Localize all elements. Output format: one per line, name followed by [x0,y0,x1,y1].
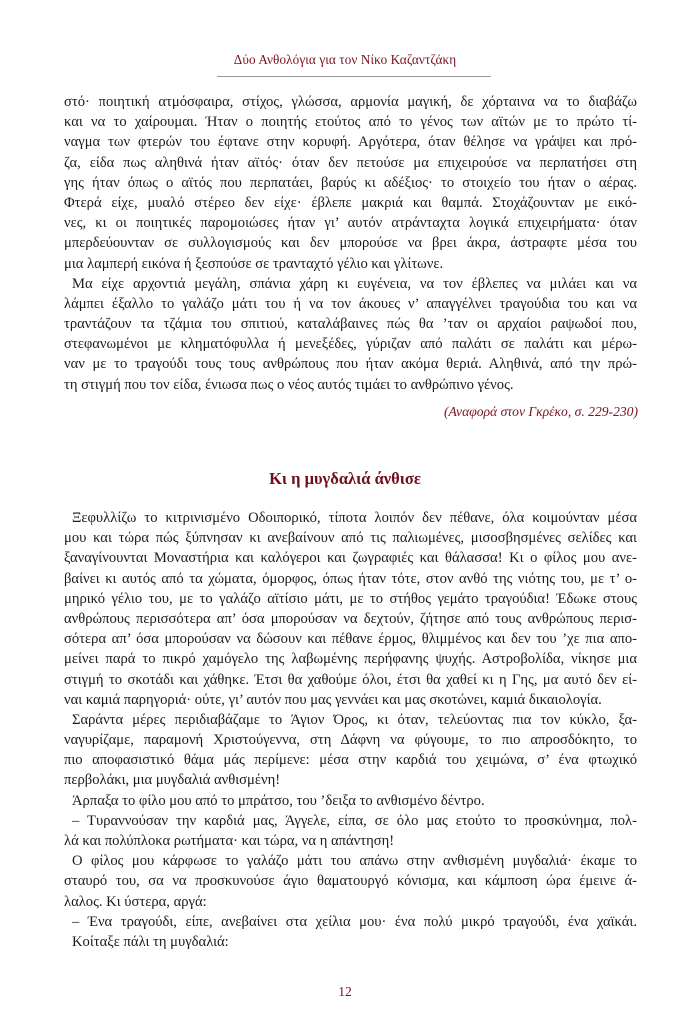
text-line: ναι καμιά παρηγοριά· ούτε, γι’ αυτόν που μας γεννάει και μας σκοτώνει, καμιά δικαιολογία. [64,691,602,708]
text-line: ναγμα των φτερών του έφτανε στην κορυφή. Αργότερα, όταν θέλησε να γράψει και πρό- [64,134,637,151]
text-line: περβολάκι, μια μυγδαλιά ανθισμένη! [64,772,281,789]
text-line: Άρπαξα το φίλο μου από το μπράτσο, του ’δειξα το ανθισμένο δέντρο. [72,792,485,809]
text-line: ναν με το τραγούδι τους τους ανθρώπους που ήταν ακόμα θεριά. Αληθινά, από την πρώ- [64,356,637,373]
paragraph [64,710,637,791]
dialogue-paragraph [64,912,637,932]
text-line: λάμπει έξαλλο το γαλάζο μάτι του ή να τον άκουες ν’ απαγγέλνει τραγούδια του και να [64,295,637,312]
running-head-title: Δύο Ανθολόγια για τον Νίκο Καζαντζάκη [233,52,457,67]
text-line: λά και πολύπλοκα ρωτήματα· και τώρα, να η απάντηση! [64,833,395,849]
text-line: ναγυρίζαμε, παραμονή Χριστούγεννα, στη Δάφνη να φύγουμε, το πιο απροσδόκητο, το [64,732,637,749]
text-line: μηρικό γέλιο του, με το γαλάζο αϊτίσιο μάτι, με το στήθος γεμάτο τραγούδια! Έδωκε στους [64,590,637,607]
text-line: στεφανωμένοι με κληματόφυλλα ή μενεξέδες, γύριζαν από παλάτι σε παλάτι και μέρω- [64,336,637,353]
text-line: Φτερά είχε, μυαλό στέρεο δεν είχε· έβλεπε μακριά και θαμπά. Στοχάζουνταν με εικό- [64,194,637,211]
text-line: πιο αποφασιστικό θάμα μάς περίμενε: μέσα στην καρδιά του χειμώνα, σ’ ένα φτωχικό [64,752,637,769]
text-line: – Τυραννούσαν την καρδιά μας, Άγγελε, είπα, σε όλο μας ετούτο το προσκύνημα, πολ- [72,812,637,829]
text-line: τραντάζουν τα τζάμια του σπιτιού, καταλάβαινες πώς θα ’ταν οι αρχαίοι ραψωδοί που, [64,316,637,333]
text-line: Ο φίλος μου κάρφωσε το γαλάζο μάτι του απάνω στην ανθισμένη μυγδαλιά· έκαμε το [72,853,637,870]
text-line: σταυρό του, σα να προσκυνούσε άγιο θαματουργό κόνισμα, και κάμποση ώρα έμεινε ά- [64,873,637,890]
text-line: μια λαμπερή εικόνα ή ξεσπούσε σε τρανταχτό γέλιο και γλίτωνε. [64,255,444,272]
text-line: ξαναγίνουνται Μοναστήρια και καλόγεροι και ζωγραφιές και θάλασσα! Κι ο φίλος μου ανε- [64,550,637,567]
text-line: και να το χαίρουμαι. Ήταν ο ποιητής ετούτος από το γένος των αϊτών με το πρώτο τί- [64,114,637,131]
text-line: στιγμή το σκοτάδι και χάθηκε. Έτσι θα χαθούμε όλοι, έτσι θα χαθεί κι η Γης, μα αυτό δεν εί- [64,671,637,688]
paragraph [64,851,637,912]
excerpt-block [64,92,637,395]
paragraph [64,508,637,710]
text-line: στό· ποιητική ατμόσφαιρα, στίχος, γλώσσα, αρμονία μαγική, δε χόρταινα να το διαβάζω [64,94,637,110]
section-body [64,508,637,952]
text-line: Κοίταξε πάλι τη μυγδαλιά: [72,933,229,950]
text-line: γης ήταν όπως ο αϊτός που περπατάει, βαρύς κι αδέξιος· το στοιχείο του ήταν ο αέρας. [64,174,637,191]
text-line: τη στιγμή που τον είδα, ένιωσα πως ο νέος αυτός τιμάει το ανθρώπινο γένος. [64,376,514,393]
dialogue-paragraph [64,811,637,851]
paragraph [64,274,637,395]
page-number: 12 [338,984,352,999]
source-citation: (Αναφορά στον Γκρέκο, σ. 229-230) [443,404,638,419]
text-line: ανθρώπους περισσότερα απ’ όσα μπορούσαν να δεχτούν, ζήτησε από τους ανθρώπους περισ- [64,610,637,627]
text-line: Ξεφυλλίζω το κιτρινισμένο Οδοιπορικό, τίποτα λοιπόν δεν πέθανε, όλα κοιμούνταν μέσα [72,510,637,526]
text-line: λαλος. Κι ύστερα, αργά: [64,893,207,910]
text-line: σότερα απ’ όσα μπορούσαν να δώσουν και πέθανε έρμος, θλιμμένος και δεν του ’χε πια απο- [64,631,637,648]
text-line: βαίνει κι αυτός από τα χώματα, όμορφος, όπως ήταν τότε, στον ανθό της νιότης του, με τ’ ο- [64,570,637,587]
text-line: μπερδεύουνταν σε συλλογισμούς και δεν μπορούσε να βρει άκρα, άστραφτε μέσα του [64,235,637,252]
text-line: ζα, είδα πως αληθινά ήταν αϊτός· όταν δεν πετούσε μα επιχειρούσε να περπατήσει στη [64,154,637,171]
text-line: νες, κι οι ποιητικές παρομοιώσες ήταν γι’ αυτόν ατράνταχτα λογικά επιχειρήματα· όταν [64,215,637,232]
running-head-rule [217,76,491,77]
text-line: Σαράντα μέρες περιδιαβάζαμε το Άγιον Όρος, κι όταν, τελεύοντας πια τον κύκλο, ξα- [72,711,637,728]
section-title: Κι η μυγδαλιά άνθισε [269,469,421,488]
text-line: μείνει παρά το πικρό χαμόγελο της λαβωμένης περήφανης ψυχής. Αστροβολίδα, νίκησε μια [64,651,637,668]
paragraph [64,92,637,274]
text-line: Μα είχε αρχοντιά μεγάλη, σπάνια χάρη κι ευγένεια, να τον έβλεπες να μιλάει και να [72,275,637,292]
text-line: – Ένα τραγούδι, είπε, ανεβαίνει στα χείλια μου· ένα πολύ μικρό τραγούδι, ένα χαϊκάι. [72,913,637,930]
paragraph [64,791,637,811]
text-line: μου και τώρα πώς ξύπνησαν κι ανεβαίνουν από τις παλιωμένες, μισοσβησμένες σελίδες και [64,530,637,547]
paragraph [64,932,637,952]
